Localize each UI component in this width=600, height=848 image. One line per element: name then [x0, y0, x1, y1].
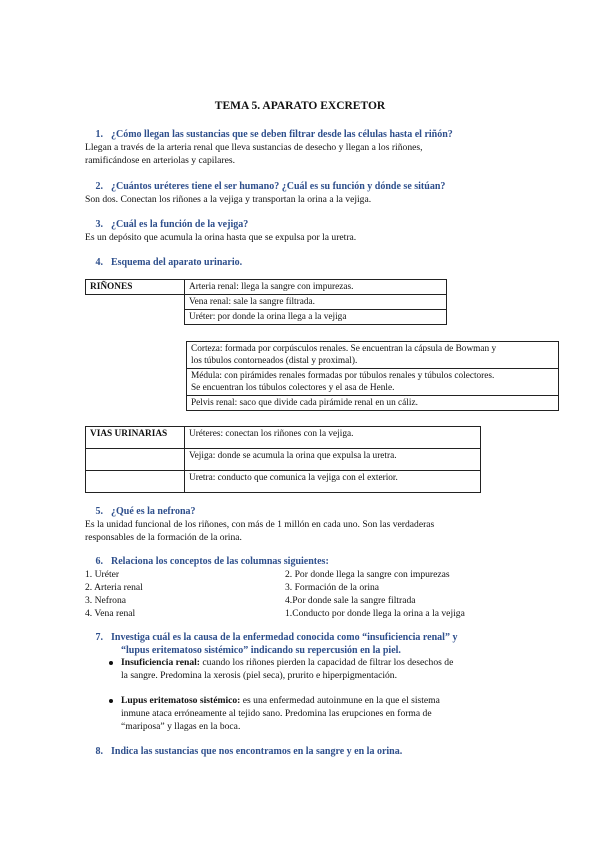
question-5: 5. ¿Qué es la nefrona? [95, 506, 196, 517]
bullet-lupus: Lupus eritematoso sistémico: es una enfermedad autoinmune en la que el sistema [121, 695, 440, 706]
relate-right-item: 3. Formación de la orina [285, 582, 380, 593]
relate-left-item: 4. Vena renal [85, 608, 136, 619]
kidney-header: RIÑONES [86, 280, 185, 295]
relate-left-item: 2. Arteria renal [85, 582, 143, 593]
question-2: 2. ¿Cuántos uréteres tiene el ser humano? ¿Cuál es su función y dónde se sitúan? [95, 181, 446, 192]
answer-1-line-1: Llegan a través de la arteria renal que lleva sustancias de desecho y llegan a los riñones, [85, 142, 423, 153]
urinary-row: Vejiga: donde se acumula la orina que expulsa la uretra. [185, 449, 481, 471]
kidney-table [85, 279, 447, 325]
kidney-part-pelvis: Pelvis renal: saco que divide cada pirámide renal en un cáliz. [187, 396, 559, 411]
urinary-row: Uréteres: conectan los riñones con la vejiga. [185, 427, 481, 449]
question-7: 7. Investiga cuál es la causa de la enfermedad conocida como “insuficiencia renal” y [95, 632, 458, 643]
question-1: 1. ¿Cómo llegan las sustancias que se deben filtrar desde las células hasta el riñón? [95, 129, 453, 140]
kidney-parts-table [186, 341, 559, 411]
kidney-row: Uréter: por donde la orina llega a la vejiga [185, 310, 447, 325]
relate-right-item: 1.Conducto por donde llega la orina a la vejiga [285, 608, 465, 619]
answer-5-line-1: Es la unidad funcional de los riñones, con más de 1 millón en cada uno. Son las verdaderas [85, 519, 435, 530]
kidney-part-cortex: Corteza: formada por corpúsculos renales. Se encuentran la cápsula de Bowman y los túbulos contorneados (distal y proximal). [187, 342, 559, 369]
bullet-icon [109, 661, 113, 665]
answer-5-line-2: responsables de la formación de la orina. [85, 532, 242, 543]
question-7-line-2: “lupus eritematoso sistémico” indicando su repercusión en la piel. [121, 645, 401, 656]
relate-left-item: 3. Nefrona [85, 595, 127, 606]
question-6: 6. Relaciona los conceptos de las columnas siguientes: [95, 556, 329, 567]
bullet-icon [109, 699, 113, 703]
question-4: 4. Esquema del aparato urinario. [95, 257, 243, 268]
relate-left-item: 1. Uréter [85, 569, 120, 580]
answer-1-line-2: ramificándose en arteriolas y capilares. [85, 155, 235, 166]
document-title: TEMA 5. APARATO EXCRETOR [214, 100, 386, 112]
question-8: 8. Indica las sustancias que nos encontramos en la sangre y en la orina. [95, 746, 403, 757]
bullet-lupus-line-3: “mariposa” y llagas en la boca. [121, 721, 241, 732]
kidney-row: Vena renal: sale la sangre filtrada. [185, 295, 447, 310]
relate-right-item: 4.Por donde sale la sangre filtrada [285, 595, 416, 606]
answer-3: Es un depósito que acumula la orina hasta que se expulsa por la uretra. [85, 232, 357, 243]
urinary-header: VIAS URINARIAS [86, 427, 185, 449]
bullet-renal-failure: Insuficiencia renal: cuando los riñones pierden la capacidad de filtrar los desechos de [121, 657, 454, 668]
urinary-table [85, 426, 481, 493]
kidney-row: Arteria renal: llega la sangre con impurezas. [185, 280, 447, 295]
answer-2: Son dos. Conectan los riñones a la vejiga y transportan la orina a la vejiga. [85, 194, 372, 205]
question-3: 3. ¿Cuál es la función de la vejiga? [95, 219, 249, 230]
kidney-part-medulla: Médula: con pirámides renales formadas por túbulos renales y túbulos colectores. Se encuentran los túbulos colectores y el asa de Henle. [187, 369, 559, 396]
relate-right-column [285, 568, 465, 620]
urinary-row: Uretra: conducto que comunica la vejiga con el exterior. [185, 471, 481, 493]
relate-right-item: 2. Por donde llega la sangre con impurezas [285, 569, 450, 580]
bullet-renal-failure-line-2: la sangre. Predomina la xerosis (piel seca), prurito e hiperpigmentación. [121, 670, 397, 681]
bullet-lupus-line-2: inmune ataca erróneamente al tejido sano. Predomina las erupciones en forma de [121, 708, 432, 719]
relate-left-column [85, 568, 143, 620]
